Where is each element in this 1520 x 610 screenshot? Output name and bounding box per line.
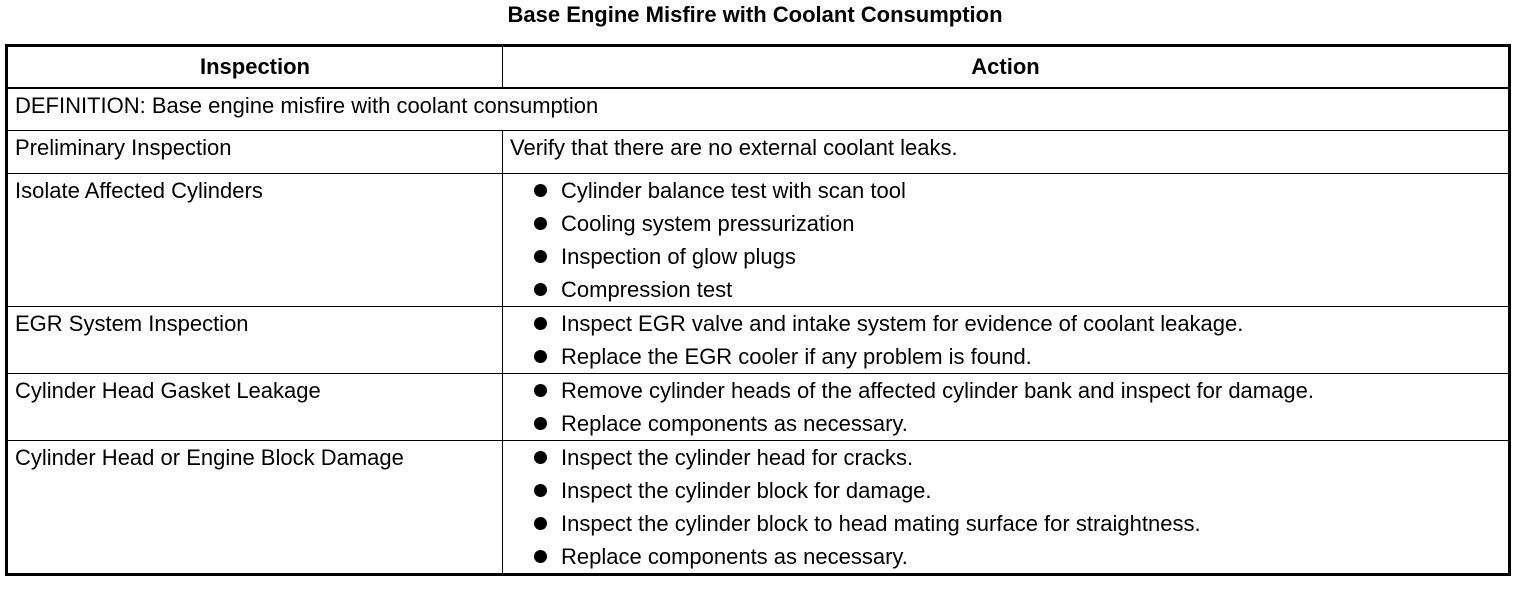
action-list — [510, 441, 1501, 573]
bullet-icon — [534, 417, 547, 430]
bullet-icon — [534, 384, 547, 397]
table-row — [7, 307, 1510, 374]
definition-row — [7, 88, 1510, 131]
bullet-icon — [534, 451, 547, 464]
bullet-icon — [534, 517, 547, 530]
action-item-text: Inspect the cylinder block to head mating surface for straightness. — [561, 511, 1201, 536]
action-item — [531, 307, 1501, 340]
action-item — [531, 474, 1501, 507]
action-cell: Verify that there are no external coolant leaks. — [503, 131, 1510, 174]
action-item-text: Replace components as necessary. — [561, 544, 908, 569]
action-item-text: Inspect EGR valve and intake system for evidence of coolant leakage. — [561, 311, 1244, 336]
action-item — [531, 340, 1501, 373]
action-cell — [503, 374, 1510, 441]
action-item-text: Inspect the cylinder head for cracks. — [561, 445, 914, 470]
action-item-text: Cooling system pressurization — [561, 211, 855, 236]
action-item — [531, 240, 1501, 273]
action-item-text: Remove cylinder heads of the affected cylinder bank and inspect for damage. — [561, 378, 1314, 403]
bullet-icon — [534, 484, 547, 497]
action-column-header: Action — [503, 46, 1510, 89]
bullet-icon — [534, 217, 547, 230]
action-item-text: Replace components as necessary. — [561, 411, 908, 436]
bullet-icon — [534, 283, 547, 296]
inspection-cell: EGR System Inspection — [7, 307, 503, 374]
action-cell — [503, 174, 1510, 307]
bullet-icon — [534, 184, 547, 197]
action-item-text: Cylinder balance test with scan tool — [561, 178, 906, 203]
document-title: Base Engine Misfire with Coolant Consumption — [507, 2, 1003, 27]
bullet-icon — [534, 350, 547, 363]
definition-text: DEFINITION: Base engine misfire with coolant consumption — [7, 88, 1510, 131]
action-item — [531, 273, 1501, 306]
action-list — [510, 374, 1501, 440]
action-list — [510, 174, 1501, 306]
inspection-cell: Preliminary Inspection — [7, 131, 503, 174]
action-item — [531, 540, 1501, 573]
action-cell — [503, 307, 1510, 374]
inspection-cell: Isolate Affected Cylinders — [7, 174, 503, 307]
bullet-icon — [534, 317, 547, 330]
inspection-cell: Cylinder Head Gasket Leakage — [7, 374, 503, 441]
bullet-icon — [534, 550, 547, 563]
bullet-icon — [534, 250, 547, 263]
table-row — [7, 131, 1510, 174]
inspection-column-header: Inspection — [7, 46, 503, 89]
action-item-text: Inspection of glow plugs — [561, 244, 796, 269]
header-row — [7, 46, 1510, 89]
table-row — [7, 441, 1510, 575]
diagnostic-table — [5, 44, 1511, 576]
action-item-text: Replace the EGR cooler if any problem is found. — [561, 344, 1032, 369]
action-list — [510, 307, 1501, 373]
action-item-text: Inspect the cylinder block for damage. — [561, 478, 932, 503]
inspection-cell: Cylinder Head or Engine Block Damage — [7, 441, 503, 575]
action-item — [531, 407, 1501, 440]
action-item-text: Compression test — [561, 277, 733, 302]
table-row — [7, 374, 1510, 441]
action-item — [531, 207, 1501, 240]
action-item — [531, 374, 1501, 407]
action-item — [531, 174, 1501, 207]
action-item — [531, 441, 1501, 474]
table-row — [7, 174, 1510, 307]
action-item — [531, 507, 1501, 540]
action-cell — [503, 441, 1510, 575]
